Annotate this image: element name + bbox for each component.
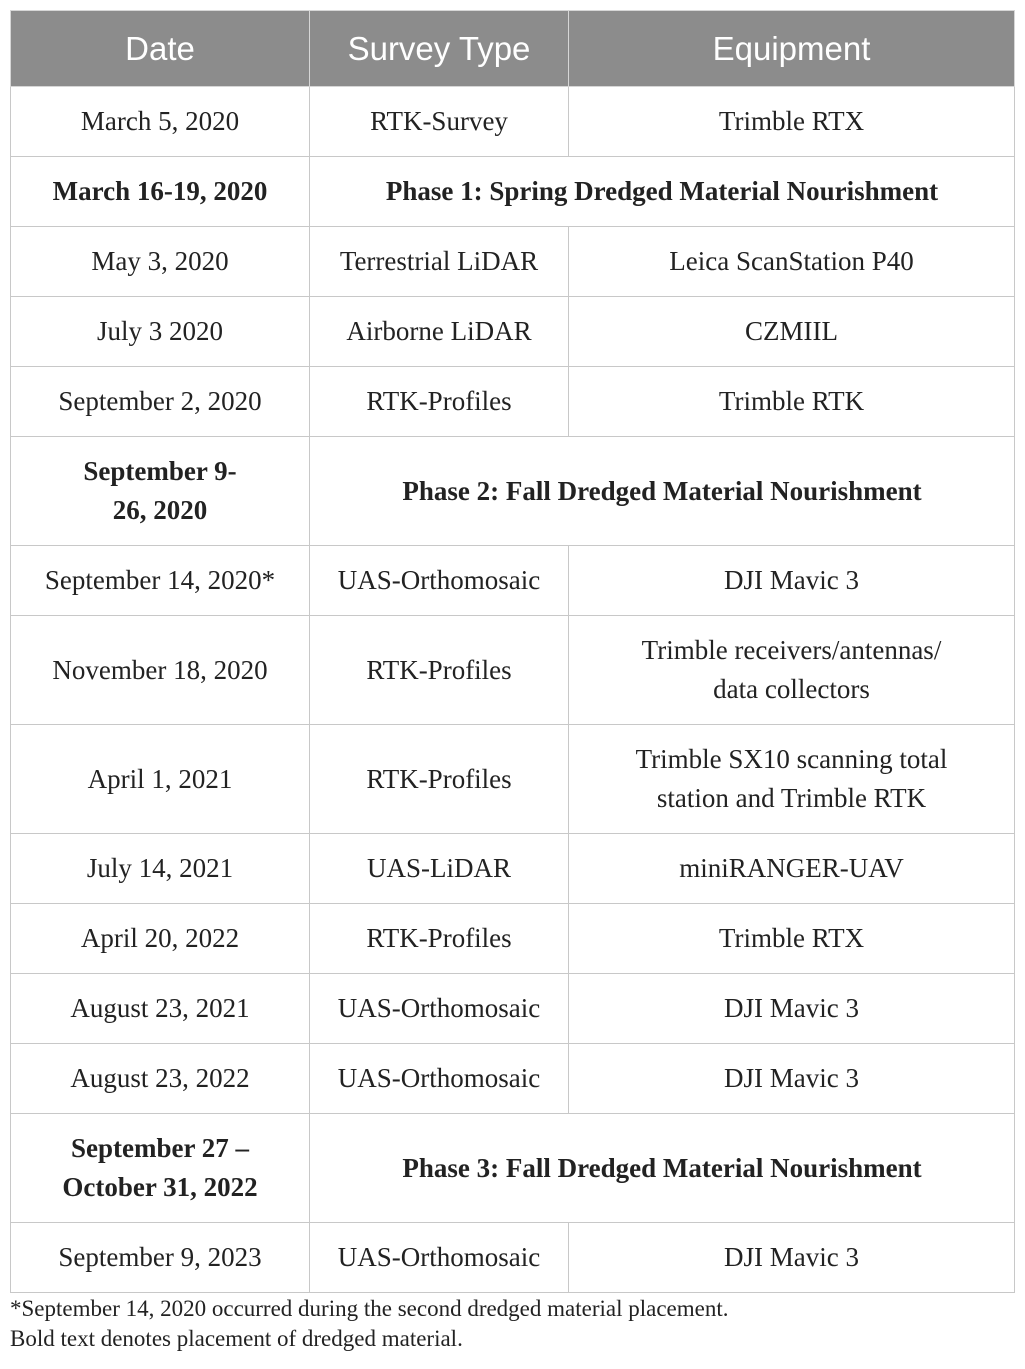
survey-type-cell: Terrestrial LiDAR xyxy=(310,227,569,297)
date-cell: April 1, 2021 xyxy=(11,725,310,834)
survey-table xyxy=(10,10,1015,1293)
date-line: October 31, 2022 xyxy=(62,1172,258,1202)
equipment-cell xyxy=(569,725,1015,834)
table-row xyxy=(11,546,1015,616)
date-cell: September 14, 2020* xyxy=(11,546,310,616)
phase-row xyxy=(11,437,1015,546)
table-row xyxy=(11,974,1015,1044)
header-date: Date xyxy=(11,11,310,87)
date-cell: September 2, 2020 xyxy=(11,367,310,437)
date-cell: August 23, 2021 xyxy=(11,974,310,1044)
date-line: September 9- xyxy=(83,456,237,486)
equipment-line: station and Trimble RTK xyxy=(656,783,927,813)
equipment-cell: DJI Mavic 3 xyxy=(569,1044,1015,1114)
equipment-cell: miniRANGER-UAV xyxy=(569,834,1015,904)
equipment-cell: DJI Mavic 3 xyxy=(569,546,1015,616)
equipment-cell: Trimble RTX xyxy=(569,87,1015,157)
equipment-cell: CZMIIL xyxy=(569,297,1015,367)
footnote: *September 14, 2020 occurred during the second dredged material placement. xyxy=(10,1296,729,1321)
equipment-cell xyxy=(569,616,1015,725)
survey-type-cell: RTK-Profiles xyxy=(310,616,569,725)
phase-cell: Phase 3: Fall Dredged Material Nourishment xyxy=(310,1114,1015,1223)
survey-type-cell: UAS-Orthomosaic xyxy=(310,974,569,1044)
survey-type-cell: UAS-Orthomosaic xyxy=(310,546,569,616)
date-cell xyxy=(11,437,310,546)
survey-type-cell: RTK-Profiles xyxy=(310,904,569,974)
date-cell: March 5, 2020 xyxy=(11,87,310,157)
date-cell: November 18, 2020 xyxy=(11,616,310,725)
equipment-cell: DJI Mavic 3 xyxy=(569,1223,1015,1293)
date-line: September 27 – xyxy=(71,1133,249,1163)
date-cell: August 23, 2022 xyxy=(11,1044,310,1114)
table-row xyxy=(11,1044,1015,1114)
header-survey-type: Survey Type xyxy=(310,11,569,87)
phase-cell: Phase 2: Fall Dredged Material Nourishment xyxy=(310,437,1015,546)
date-cell: July 3 2020 xyxy=(11,297,310,367)
equipment-cell: Trimble RTX xyxy=(569,904,1015,974)
header-equipment: Equipment xyxy=(569,11,1015,87)
survey-type-cell: Airborne LiDAR xyxy=(310,297,569,367)
table-row xyxy=(11,834,1015,904)
phase-row xyxy=(11,157,1015,227)
survey-type-cell: RTK-Profiles xyxy=(310,725,569,834)
date-cell: September 9, 2023 xyxy=(11,1223,310,1293)
table-row xyxy=(11,725,1015,834)
table-row xyxy=(11,1223,1015,1293)
header-row xyxy=(11,11,1015,87)
survey-type-cell: RTK-Profiles xyxy=(310,367,569,437)
table-row xyxy=(11,616,1015,725)
table-row xyxy=(11,87,1015,157)
date-cell xyxy=(11,1114,310,1223)
survey-type-cell: UAS-Orthomosaic xyxy=(310,1044,569,1114)
table-row xyxy=(11,297,1015,367)
equipment-cell: DJI Mavic 3 xyxy=(569,974,1015,1044)
date-cell: May 3, 2020 xyxy=(11,227,310,297)
equipment-line: data collectors xyxy=(713,674,870,704)
survey-type-cell: RTK-Survey xyxy=(310,87,569,157)
phase-cell: Phase 1: Spring Dredged Material Nourishment xyxy=(310,157,1015,227)
table-footnotes xyxy=(10,1294,729,1354)
date-cell: March 16-19, 2020 xyxy=(11,157,310,227)
equipment-line: Trimble SX10 scanning total xyxy=(635,744,948,774)
table-row xyxy=(11,904,1015,974)
date-cell: April 20, 2022 xyxy=(11,904,310,974)
survey-type-cell: UAS-Orthomosaic xyxy=(310,1223,569,1293)
equipment-cell: Leica ScanStation P40 xyxy=(569,227,1015,297)
table-row xyxy=(11,367,1015,437)
equipment-cell: Trimble RTK xyxy=(569,367,1015,437)
date-cell: July 14, 2021 xyxy=(11,834,310,904)
equipment-line: Trimble receivers/antennas/ xyxy=(641,635,942,665)
footnote: Bold text denotes placement of dredged material. xyxy=(10,1326,463,1351)
table-row xyxy=(11,227,1015,297)
phase-row xyxy=(11,1114,1015,1223)
date-line: 26, 2020 xyxy=(112,495,208,525)
survey-type-cell: UAS-LiDAR xyxy=(310,834,569,904)
